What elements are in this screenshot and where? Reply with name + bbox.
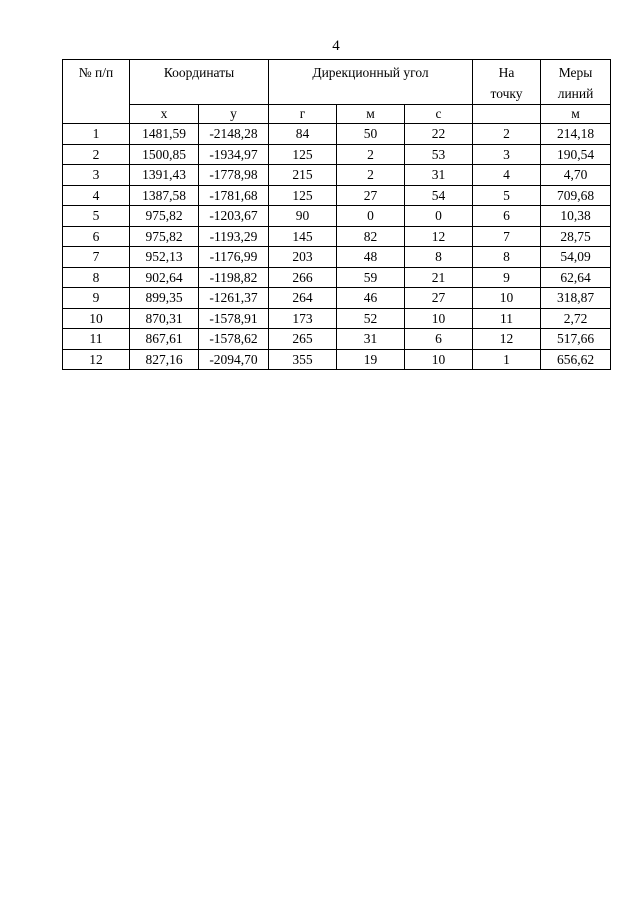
table-body (63, 124, 611, 370)
degrees-cell: 84 (269, 124, 337, 145)
degrees-cell: 173 (269, 308, 337, 329)
table-row (63, 165, 611, 186)
row-number-cell: 7 (63, 247, 130, 268)
table-header-row (63, 60, 611, 105)
to-point-cell: 7 (473, 226, 541, 247)
seconds-cell: 12 (405, 226, 473, 247)
row-number-header: № п/п (63, 60, 130, 124)
degrees-cell: 215 (269, 165, 337, 186)
x-subheader: x (130, 105, 199, 124)
degrees-cell: 125 (269, 144, 337, 165)
row-number-cell: 12 (63, 349, 130, 370)
to-point-cell: 4 (473, 165, 541, 186)
row-number-cell: 10 (63, 308, 130, 329)
table-row (63, 226, 611, 247)
line-length-cell: 54,09 (541, 247, 611, 268)
seconds-cell: 27 (405, 288, 473, 309)
table-row (63, 206, 611, 227)
minutes-cell: 31 (337, 329, 405, 350)
degrees-cell: 90 (269, 206, 337, 227)
table-row (63, 349, 611, 370)
to-point-cell: 6 (473, 206, 541, 227)
line-length-header-line2: линий (557, 86, 594, 101)
x-cell: 1387,58 (130, 185, 199, 206)
table-row (63, 185, 611, 206)
line-length-cell: 517,66 (541, 329, 611, 350)
y-cell: -1781,68 (199, 185, 269, 206)
line-length-cell: 28,75 (541, 226, 611, 247)
to-point-header-line1: На (498, 65, 515, 80)
minutes-cell: 59 (337, 267, 405, 288)
minutes-cell: 27 (337, 185, 405, 206)
seconds-cell: 21 (405, 267, 473, 288)
y-cell: -1193,29 (199, 226, 269, 247)
x-cell: 952,13 (130, 247, 199, 268)
to-point-header-line2: точку (490, 86, 523, 101)
row-number-cell: 2 (63, 144, 130, 165)
row-number-cell: 11 (63, 329, 130, 350)
coordinates-table (62, 59, 611, 370)
to-point-cell: 9 (473, 267, 541, 288)
table-row (63, 267, 611, 288)
table-row (63, 247, 611, 268)
seconds-cell: 8 (405, 247, 473, 268)
line-length-cell: 190,54 (541, 144, 611, 165)
page-number: 4 (332, 38, 340, 54)
seconds-cell: 22 (405, 124, 473, 145)
minutes-cell: 50 (337, 124, 405, 145)
seconds-cell: 0 (405, 206, 473, 227)
minutes-cell: 2 (337, 144, 405, 165)
seconds-cell: 10 (405, 308, 473, 329)
table-row (63, 308, 611, 329)
x-cell: 1481,59 (130, 124, 199, 145)
to-point-cell: 10 (473, 288, 541, 309)
to-point-cell: 8 (473, 247, 541, 268)
degrees-cell: 265 (269, 329, 337, 350)
row-number-cell: 3 (63, 165, 130, 186)
table-row (63, 124, 611, 145)
table-row (63, 288, 611, 309)
y-cell: -1778,98 (199, 165, 269, 186)
to-point-cell: 1 (473, 349, 541, 370)
y-cell: -2148,28 (199, 124, 269, 145)
degrees-cell: 145 (269, 226, 337, 247)
table-subheader-row (63, 105, 611, 124)
minutes-cell: 82 (337, 226, 405, 247)
line-length-cell: 2,72 (541, 308, 611, 329)
seconds-cell: 54 (405, 185, 473, 206)
coordinates-header: Координаты (130, 60, 269, 105)
length-unit-subheader: м (541, 105, 611, 124)
minutes-subheader: м (337, 105, 405, 124)
x-cell: 899,35 (130, 288, 199, 309)
to-point-subheader (473, 105, 541, 124)
x-cell: 975,82 (130, 226, 199, 247)
direction-angle-header: Дирекционный угол (269, 60, 473, 105)
x-cell: 902,64 (130, 267, 199, 288)
minutes-cell: 0 (337, 206, 405, 227)
y-cell: -1934,97 (199, 144, 269, 165)
seconds-cell: 31 (405, 165, 473, 186)
degrees-cell: 264 (269, 288, 337, 309)
y-cell: -1176,99 (199, 247, 269, 268)
to-point-cell: 12 (473, 329, 541, 350)
to-point-cell: 2 (473, 124, 541, 145)
y-cell: -1198,82 (199, 267, 269, 288)
line-length-cell: 709,68 (541, 185, 611, 206)
row-number-cell: 6 (63, 226, 130, 247)
minutes-cell: 2 (337, 165, 405, 186)
seconds-subheader: с (405, 105, 473, 124)
degrees-cell: 266 (269, 267, 337, 288)
row-number-cell: 9 (63, 288, 130, 309)
minutes-cell: 52 (337, 308, 405, 329)
seconds-cell: 6 (405, 329, 473, 350)
y-cell: -2094,70 (199, 349, 269, 370)
x-cell: 1391,43 (130, 165, 199, 186)
row-number-cell: 1 (63, 124, 130, 145)
line-length-header-line1: Меры (558, 65, 593, 80)
x-cell: 1500,85 (130, 144, 199, 165)
x-cell: 867,61 (130, 329, 199, 350)
to-point-cell: 5 (473, 185, 541, 206)
table-row (63, 144, 611, 165)
minutes-cell: 46 (337, 288, 405, 309)
line-length-cell: 62,64 (541, 267, 611, 288)
degrees-cell: 203 (269, 247, 337, 268)
row-number-cell: 4 (63, 185, 130, 206)
line-length-cell: 4,70 (541, 165, 611, 186)
seconds-cell: 53 (405, 144, 473, 165)
minutes-cell: 48 (337, 247, 405, 268)
table-row (63, 329, 611, 350)
y-cell: -1261,37 (199, 288, 269, 309)
seconds-cell: 10 (405, 349, 473, 370)
y-cell: -1578,91 (199, 308, 269, 329)
y-cell: -1578,62 (199, 329, 269, 350)
line-length-cell: 656,62 (541, 349, 611, 370)
degrees-cell: 355 (269, 349, 337, 370)
line-length-cell: 214,18 (541, 124, 611, 145)
y-cell: -1203,67 (199, 206, 269, 227)
to-point-cell: 3 (473, 144, 541, 165)
line-length-cell: 10,38 (541, 206, 611, 227)
y-subheader: y (199, 105, 269, 124)
line-length-header (541, 60, 611, 105)
degrees-cell: 125 (269, 185, 337, 206)
line-length-cell: 318,87 (541, 288, 611, 309)
x-cell: 870,31 (130, 308, 199, 329)
x-cell: 975,82 (130, 206, 199, 227)
x-cell: 827,16 (130, 349, 199, 370)
minutes-cell: 19 (337, 349, 405, 370)
row-number-cell: 5 (63, 206, 130, 227)
row-number-cell: 8 (63, 267, 130, 288)
degrees-subheader: г (269, 105, 337, 124)
to-point-header (473, 60, 541, 105)
to-point-cell: 11 (473, 308, 541, 329)
